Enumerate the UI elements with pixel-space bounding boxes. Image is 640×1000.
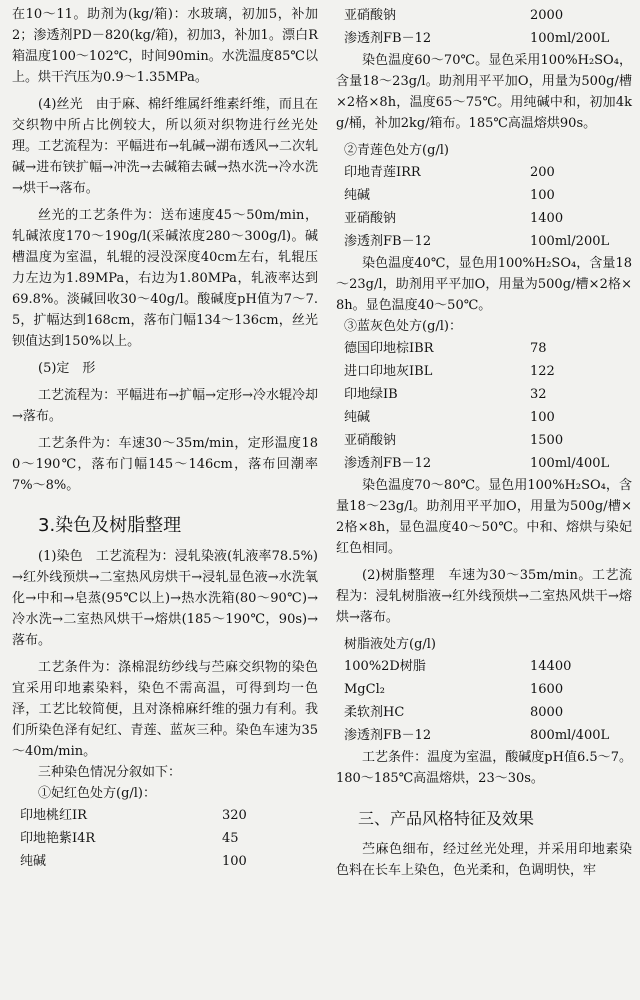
recipe-amount: 78 [530,341,547,356]
paragraph-violet-conditions: 染色温度40℃，显色用100%H₂SO₄，含量18～23g/l，助剂用平平加O，用量为500g/槽×2格×8h。显色温度40～50℃。 [336,256,632,313]
recipe-ingredient: 渗透剂FB－12 [344,456,432,471]
recipe-row [12,827,247,850]
recipe-amount: 100ml/400L [530,456,610,471]
recipe-ingredient: 印地青莲IRR [344,165,421,180]
recipe-row [336,230,609,253]
recipe-row [336,337,609,360]
recipe-ingredient: 纯碱 [344,188,371,203]
recipe-ingredient: 亚硝酸钠 [344,8,397,23]
recipe-table-pink [12,804,247,873]
heading-dyeing-resin: 3.染色及树脂整理 [38,515,182,536]
heading-recipe-violet: ②青莲色处方(g/l) [344,143,450,158]
paragraph-bluegrey-conditions: 染色温度70～80℃。显色用100%H₂SO₄，含量18～23g/l。助剂用平平加O，用量为500g/槽×2格×8h，显色温度40～50℃。中和、熔烘与染妃红色相同。 [336,478,632,556]
recipe-row [336,27,609,50]
paragraph-mercerizing-conditions: 丝光的工艺条件为：送布速度45～50m/min，轧碱浓度170～190g/l(采碱浓度280～300g/l)。碱槽温度为室温，轧辊的浸没深度40cm左右，轧辊压力左边为1.89MPa，右边为1.80MPa，轧液率达到69.8%。淡碱回收30～40g/l。酸碱度pH值为7～7.5，扩幅达到168cm，落布门幅134～136cm，丝光钡值达到150%以上。 [12,208,318,349]
recipe-row [336,655,609,678]
recipe-amount: 1400 [530,211,564,226]
heading-recipe-pink: ①妃红色处方(g/l)： [38,786,157,801]
recipe-ingredient: 100%2D树脂 [344,659,426,674]
recipe-row [336,452,609,475]
recipe-amount: 32 [530,387,547,402]
left-column [12,4,318,873]
recipe-ingredient: MgCl₂ [344,682,385,697]
recipe-amount: 100 [530,410,555,425]
recipe-amount: 8000 [530,705,564,720]
recipe-row [336,406,609,429]
paragraph-resin-finishing: (2)树脂整理 车速为30～35m/min。工艺流程为：浸轧树脂液→红外线预烘→二室热风烘干→熔烘→落布。 [336,568,632,625]
recipe-row [12,804,247,827]
recipe-ingredient: 纯碱 [344,410,371,425]
recipe-table-resin [336,655,609,747]
recipe-ingredient: 印地桃红IR [20,808,87,823]
recipe-table-violet [336,161,609,253]
recipe-row [336,360,609,383]
paragraph-mercerizing: (4)丝光 由于麻、棉纤维属纤维素纤维，而且在交织物中所占比例较大，所以须对织物进行丝光处理。工艺流程为：平幅进布→轧碱→湖布透风→二次轧碱→进布铗扩幅→冲洗→去碱箱去碱→热水洗→冷水洗→烘干→落布。 [12,97,318,196]
recipe-row [12,850,247,873]
paragraph-pink-conditions: 染色温度60～70℃。显色采用100%H₂SO₄，含量18～23g/l。助剂用平平加O，用量为500g/槽×2格×8h，温度65～75℃。用纯碱中和，初加4kg/桶，补加2kg/箱布。185℃高温熔烘90s。 [336,53,632,131]
recipe-amount: 1600 [530,682,564,697]
recipe-table-bluegrey [336,337,609,475]
recipe-row [336,161,609,184]
recipe-row [336,383,609,406]
recipe-amount: 100ml/200L [530,234,610,249]
recipe-ingredient: 德国印地棕IBR [344,341,434,356]
recipe-ingredient: 渗透剂FB－12 [344,31,432,46]
paragraph-setting-process: 工艺流程为：平幅进布→扩幅→定形→冷水辊冷却→落布。 [12,388,318,424]
recipe-amount: 800ml/400L [530,728,610,743]
recipe-ingredient: 渗透剂FB－12 [344,234,432,249]
recipe-amount: 45 [222,831,239,846]
recipe-row [336,701,609,724]
recipe-ingredient: 进口印地灰IBL [344,364,433,379]
recipe-ingredient: 亚硝酸钠 [344,433,397,448]
paragraph-three-dyeings: 三种染色情况分叙如下： [38,765,182,780]
recipe-row [336,207,609,230]
recipe-row [336,429,609,452]
right-column [336,4,632,881]
recipe-amount: 200 [530,165,555,180]
recipe-amount: 122 [530,364,555,379]
paragraph-bleaching-conditions: 在10～11。助剂为(kg/箱)：水玻璃，初加5，补加2；渗透剂PD－820(kg/箱)，初加3，补加1。漂白R箱温度100～102℃，时间90min。水洗温度85℃以上。烘干汽压为0.9～1.35MPa。 [12,7,318,85]
recipe-ingredient: 纯碱 [20,854,47,869]
heading-setting: (5)定 形 [38,361,96,376]
recipe-row [336,184,609,207]
heading-product-style: 三、产品风格特征及效果 [358,809,535,828]
paragraph-dyeing-conditions: 工艺条件为：涤棉混纺纱线与苎麻交织物的染色宜采用印地素染料，染色不需高温，可得到均一色泽，工艺比较简便，且对涤棉麻纤维的强力有利。我们所染色泽有妃红、青莲、蓝灰三种。染色车速为35～40m/min。 [12,660,318,759]
recipe-ingredient: 印地艳紫I4R [20,831,96,846]
recipe-amount: 100ml/200L [530,31,610,46]
recipe-amount: 14400 [530,659,572,674]
recipe-amount: 1500 [530,433,564,448]
paragraph-dyeing-process: (1)染色 工艺流程为：浸轧染液(轧液率78.5%)→红外线预烘→二室热风房烘干→浸轧显色液→水洗氧化→中和→皂蒸(95℃以上)→热水洗箱(80～90℃)→冷水洗→二室热风烘干→熔烘(185～190℃，90s)→落布。 [12,549,318,648]
heading-resin-recipe: 树脂液处方(g/l) [344,637,437,652]
recipe-ingredient: 柔软剂HC [344,705,405,720]
recipe-amount: 2000 [530,8,564,23]
recipe-row [336,678,609,701]
recipe-amount: 320 [222,808,247,823]
recipe-ingredient: 亚硝酸钠 [344,211,397,226]
recipe-amount: 100 [530,188,555,203]
heading-recipe-bluegrey: ③蓝灰色处方(g/l)： [344,319,463,334]
paragraph-resin-conditions: 工艺条件：温度为室温，酸碱度pH值6.5～7。180～185℃高温熔烘，23～30s。 [336,750,632,786]
recipe-ingredient: 印地绿IB [344,387,398,402]
paragraph-setting-conditions: 工艺条件为：车速30～35m/min，定形温度180～190℃，落布门幅145～146cm，落布回潮率7%～8%。 [12,436,318,493]
recipe-amount: 100 [222,854,247,869]
recipe-table-pink-continued [336,4,609,50]
recipe-row [336,724,609,747]
recipe-row [336,4,609,27]
paragraph-product-style: 苎麻色细布，经过丝光处理，并采用印地素染色料在长车上染色，色光柔和，色调明快，牢 [336,842,632,878]
recipe-ingredient: 渗透剂FB－12 [344,728,432,743]
